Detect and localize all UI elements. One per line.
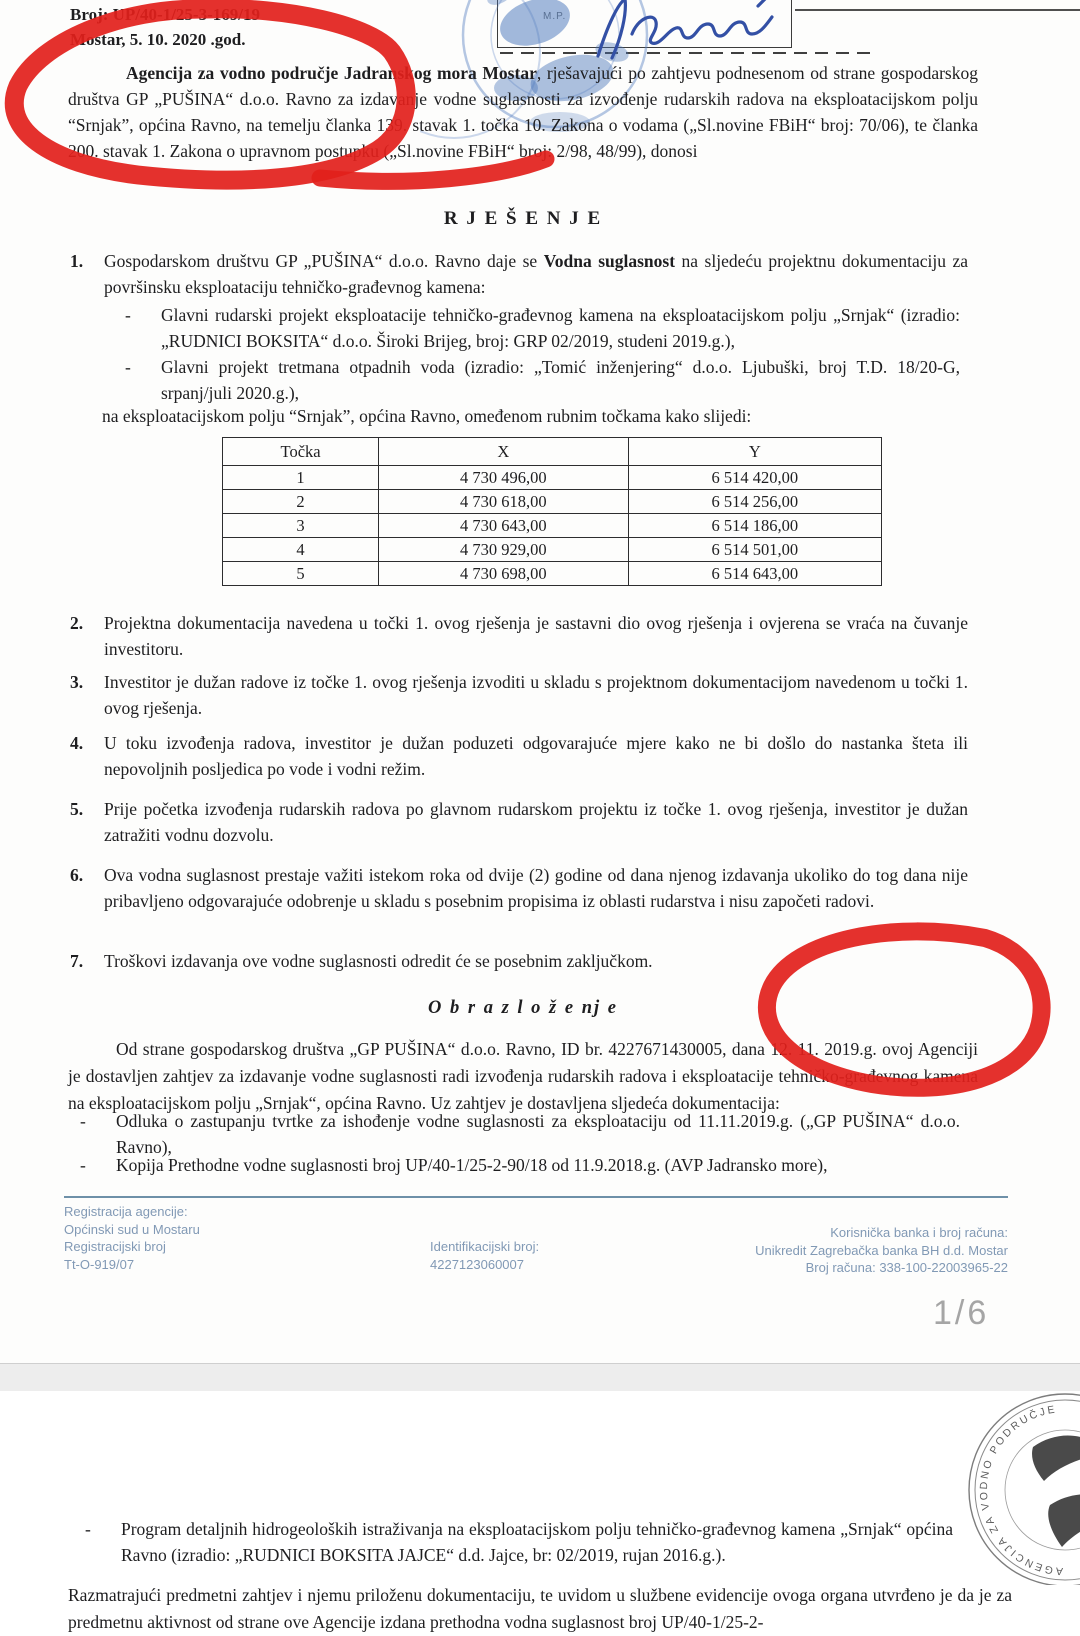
cell-y: 6 514 643,00 [628, 562, 881, 586]
item1-post: na sljedeću projektnu dokumentaciju za površinsku eksploataciju tehničko-građevnog kamena: [104, 251, 968, 297]
document-number: Broj: UP/40-1/25-3-169/19 [70, 5, 260, 24]
col-header-tocka: Točka [223, 438, 379, 466]
intro-paragraph [68, 60, 978, 164]
cell-tocka: 3 [223, 514, 379, 538]
footer-line: Općinski sud u Mostaru [64, 1221, 200, 1237]
bullet-text: Program detaljnih hidrogeoloških istraživanja na eksploatacijskom polju tehničko-građevnog kamena „Srnjak“ općina Ravno (izradio: „RUDNICI BOKSITA JAJCE“ d.d. Jajce, br: 02/2019, rujan 2016.g.). [121, 1519, 953, 1565]
bullet-dash: - [125, 357, 131, 377]
cell-tocka: 1 [223, 466, 379, 490]
item1-pre: Gospodarskom društvu GP „PUŠINA“ d.o.o. Ravno daje se [104, 251, 544, 271]
item-text: Troškovi izdavanja ove vodne suglasnosti odredit će se posebnim zaključkom. [104, 951, 653, 971]
table-row [223, 562, 882, 586]
item-4 [70, 730, 968, 782]
item1-bullet-1 [125, 302, 960, 354]
item-text: U toku izvođenja radova, investitor je dužan poduzeti odgovarajuće mjere kako ne bi došlo do nastanka šteta ili nepovoljnih posljedica po vode i vodni režim. [104, 733, 968, 779]
cell-x: 4 730 698,00 [379, 562, 628, 586]
item-text: Prije početka izvođenja rudarskih radova po glavnom rudarskom projektu iz točke 1. ovog rješenja, investitor je dužan zatražiti vodnu dozvolu. [104, 799, 968, 845]
item1-bullet-2 [125, 354, 960, 406]
stamp-logo-wing-lower [1048, 1494, 1080, 1547]
footer-line: Identifikacijski broj: [430, 1239, 540, 1254]
bullet-text: Odluka o zastupanju tvrtke za ishođenje vodne suglasnosti za eksploataciju od 11.11.2019.g. („GP PUŠINA“ d.o.o. Ravno), [116, 1111, 960, 1157]
obrazlozenje-title: O b r a z l o ž e nj e [428, 998, 618, 1018]
intro-text: , rješavajući po zahtjevu podnesenom od strane gospodarskog društva GP „PUŠINA“ d.o.o. Ravno za izdavanje vodne suglasnosti za izvođenje rudarskih radova na eksploatacijskom polju “Srnjak”, općina Ravno, na temelju članka 139. stavak 1. točka 10. Zakona o vodama („Sl.novine FBiH“ broj: 70/06), te članka 200. stavak 1. Zakona o upravnom postupku („Sl.novine FBiH“ broj: 2/98, 48/99), donosi [68, 63, 978, 161]
item-number: 4. [70, 733, 84, 753]
handwritten-signature [570, 0, 810, 67]
cell-y: 6 514 256,00 [628, 490, 881, 514]
document-place-date: Mostar, 5. 10. 2020 .god. [70, 30, 246, 49]
cell-tocka: 4 [223, 538, 379, 562]
item-text: Projektna dokumentacija navedena u točki 1. ovog rješenja je sastavni dio ovog rješenja i ovjerena se vraća na čuvanje investitoru. [104, 613, 968, 659]
item1-bold: Vodna suglasnost [543, 251, 676, 271]
cell-tocka: 5 [223, 562, 379, 586]
footer-registration [64, 1203, 364, 1273]
table-header-row [223, 438, 882, 466]
intro-bold: Agencija za vodno područje Jadranskog mora Mostar [126, 63, 537, 83]
table-row [223, 490, 882, 514]
item-number: 5. [70, 799, 84, 819]
obrazlozenje-paragraph: Od strane gospodarskog društva „GP PUŠINA“ d.o.o. Ravno, ID br. 4227671430005, dana 12. 11. 2019.g. ovoj Agenciji je dostavljen zahtjev za izdavanje vodne suglasnosti radi izvođenja rudarskih radova i eksploatacije tehničko-građevnog kamena na eksploatacijskom polju „Srnjak“, općina Ravno. Uz zahtjev je dostavljena sljedeća dokumentacija: [68, 1039, 978, 1113]
top-right-rule [795, 9, 1080, 11]
footer-bank [600, 1224, 1008, 1277]
item1-closing: na eksploatacijskom polju “Srnjak”, općina Ravno, omeđenom rubnim točkama kako slijedi: [102, 406, 752, 426]
cell-x: 4 730 643,00 [379, 514, 628, 538]
item-text: Ova vodna suglasnost prestaje važiti istekom roka od dvije (2) godine od dana njenog izdavanja ukoliko do tog dana nije pribavljeno odgovarajuće odobrenje u skladu s posebnim propisima iz oblasti rudarstva i nisu započeti radovi. [104, 865, 968, 911]
item-number: 2. [70, 613, 84, 633]
bullet-dash: - [125, 305, 131, 325]
cell-y: 6 514 501,00 [628, 538, 881, 562]
col-header-x: X [379, 438, 628, 466]
page-separator [0, 1363, 1080, 1393]
cell-x: 4 730 929,00 [379, 538, 628, 562]
footer-line: Registracija agencije: [64, 1204, 188, 1219]
footer-line: Korisnička banka i broj računa: [830, 1225, 1008, 1240]
footer-line: Broj računa: 338-100-22003965-22 [805, 1260, 1008, 1275]
item-2 [70, 610, 968, 662]
footer-line: 4227123060007 [430, 1256, 524, 1272]
item-6 [70, 862, 968, 914]
item-5 [70, 796, 968, 848]
round-stamp-gray-icon [940, 1385, 1080, 1585]
obrazlozenje-bullet-2 [80, 1152, 960, 1178]
coordinates-table [222, 437, 882, 586]
table-row [223, 466, 882, 490]
bullet-text: Glavni projekt tretmana otpadnih voda (izradio: „Tomić inženjering“ d.o.o. Ljubuški, broj T.D. 18/20-G, srpanj/juli 2020.g.), [161, 357, 960, 403]
footer-line: Tt-O-919/07 [64, 1256, 135, 1272]
bullet-dash: - [80, 1111, 86, 1131]
cell-x: 4 730 618,00 [379, 490, 628, 514]
bullet-dash: - [85, 1519, 91, 1539]
bullet-dash: - [80, 1155, 86, 1175]
footer-rule [64, 1196, 1008, 1198]
cell-y: 6 514 420,00 [628, 466, 881, 490]
item-number: 6. [70, 865, 84, 885]
table-row [223, 538, 882, 562]
bullet-text: Kopija Prethodne vodne suglasnosti broj UP/40-1/25-2-90/18 od 11.9.2018.g. (AVP Jadransko more), [116, 1155, 828, 1175]
page-indicator: 1/6 [933, 1294, 990, 1332]
bullet-text: Glavni rudarski projekt eksploatacije tehničko-građevnog kamena na eksploatacijskom polju „Srnjak“ (izradio: „RUDNICI BOKSITA“ d.o.o. Široki Brijeg, broj: GRP 02/2019, studeni 2019.g.), [161, 305, 960, 351]
stamp-logo-wing-upper [1032, 1436, 1080, 1481]
item-text [104, 248, 968, 300]
item-number: 1. [70, 251, 84, 271]
table-row [223, 514, 882, 538]
item-1 [70, 248, 968, 300]
cell-tocka: 2 [223, 490, 379, 514]
item-number: 7. [70, 951, 84, 971]
footer-line: Unikredit Zagrebačka banka BH d.d. Mostar [755, 1242, 1008, 1258]
item-3 [70, 669, 968, 721]
col-header-y: Y [628, 438, 881, 466]
decision-title: R J E Š E N J E [443, 208, 603, 229]
stamp-arc-text: AGENCIJA ZA VODNO PODRUČJE [977, 1403, 1064, 1578]
item-number: 3. [70, 672, 84, 692]
item-text: Investitor je dužan radove iz točke 1. ovog rješenja izvoditi u skladu s projektnom dokumentacijom navedenom u točki 1. ovog rješenja. [104, 672, 968, 718]
cell-x: 4 730 496,00 [379, 466, 628, 490]
page2-bullet [85, 1516, 953, 1568]
page2-paragraph: Razmatrajući predmetni zahtjev i njemu priloženu dokumentaciju, te uvidom u službene evidencije ovoga organa utvrđeno je da je za predmetnu aktivnost od strane ove Agencije izdana prethodna vodna suglasnost broj UP/40-1/25-2- [68, 1585, 1012, 1632]
footer-line: Registracijski broj [64, 1239, 166, 1254]
item-7 [70, 948, 968, 974]
cell-y: 6 514 186,00 [628, 514, 881, 538]
